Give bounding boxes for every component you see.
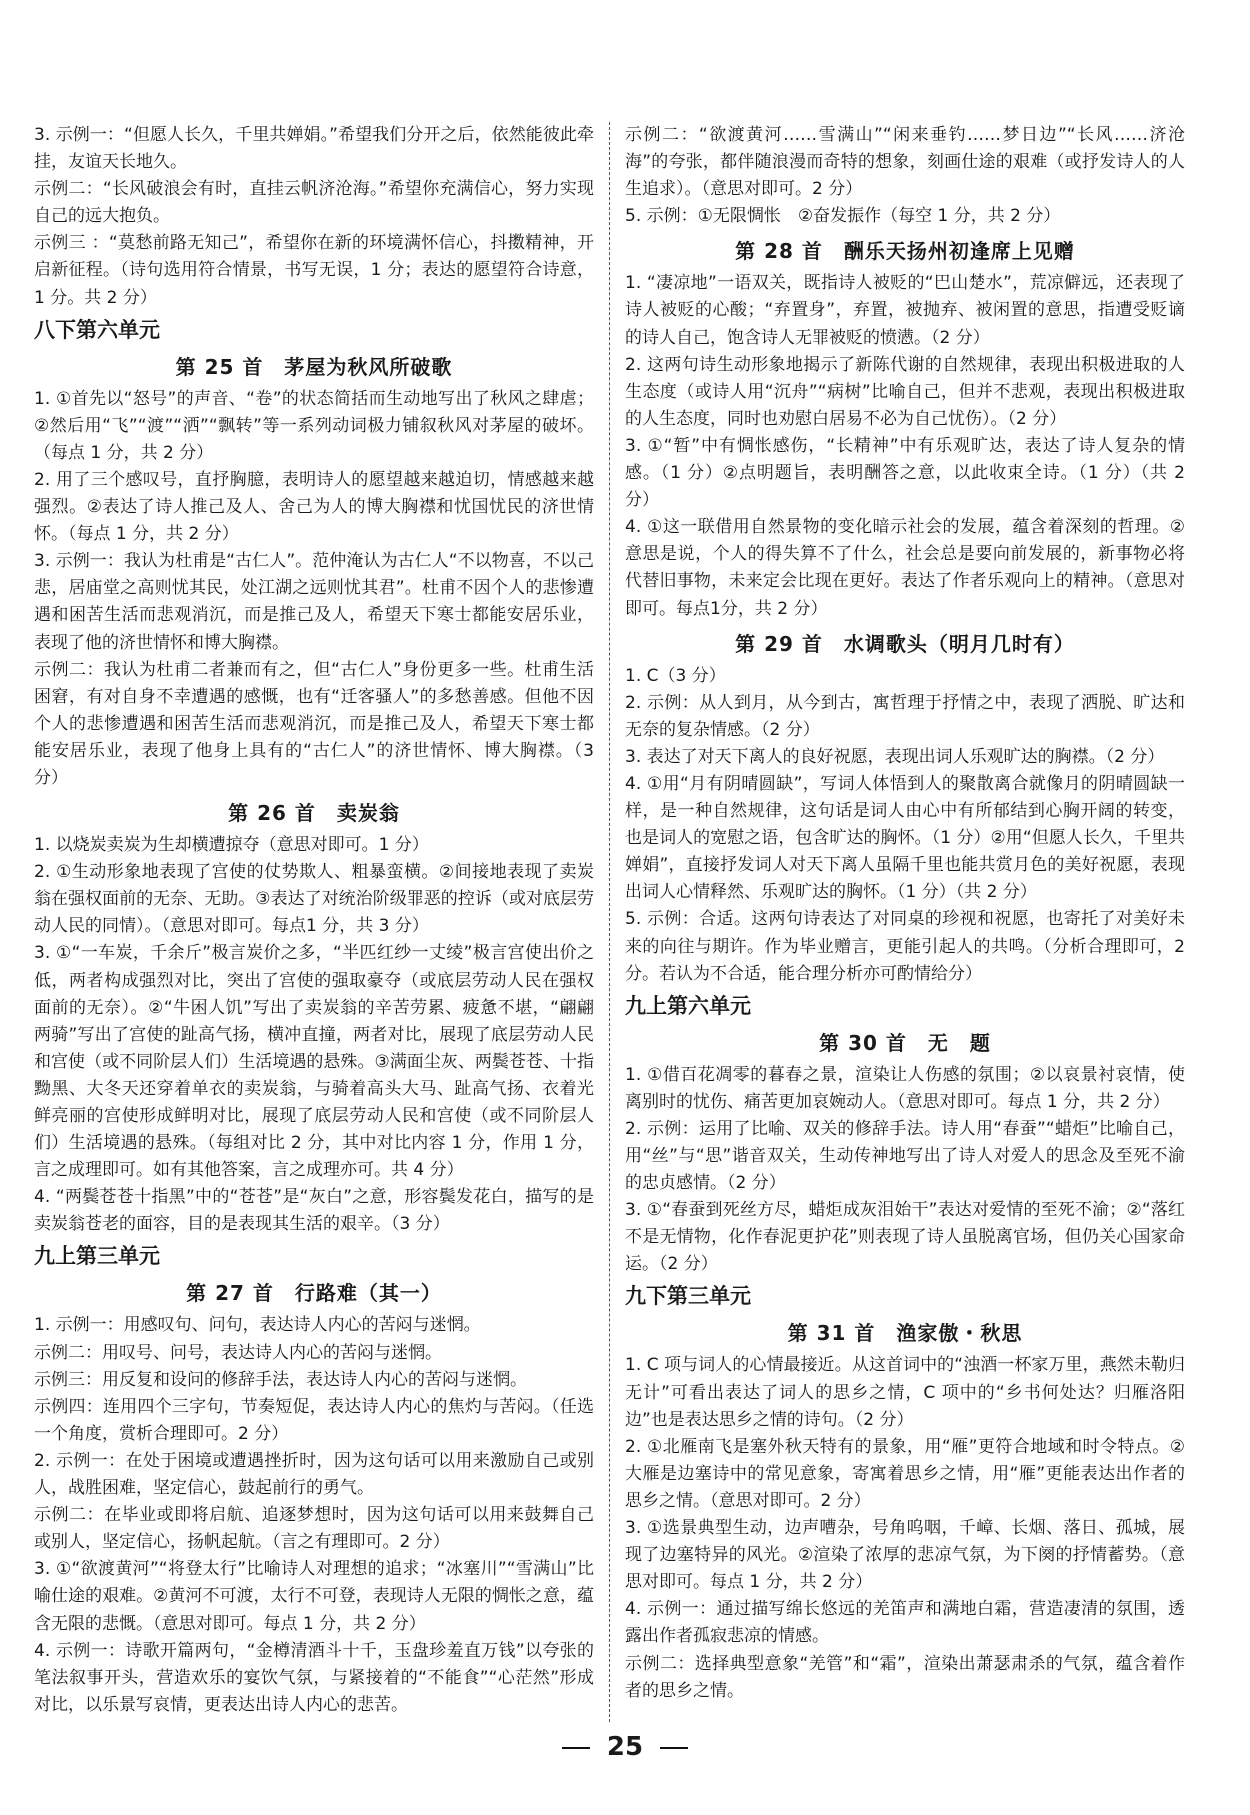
answer-paragraph: 3. ①“一车炭，千余斤”极言炭价之多，“半匹红纱一丈绫”极言宫使出价之低，两者构成强烈对比，突出了宫使的强取豪夺（或底层劳动人民在强权面前的无奈）。②“牛困人饥”写出了卖炭翁的辛苦劳累、疲惫不堪，“翩翩两骑”写出了宫使的趾高气扬，横冲直撞，两者对比，展现了底层劳动人民和宫使（或不同阶层人们）生活境遇的悬殊。③满面尘灰、两鬓苍苍、十指黝黑、大冬天还穿着单衣的卖炭翁，与骑着高头大马、趾高气扬、衣着光鲜亮丽的宫使形成鲜明对比，展现了底层劳动人民和宫使（或不同阶层人们）生活境遇的悬殊。（每组对比 2 分，其中对比内容 1 分，作用 1 分，言之成理即可。如有其他答案，言之成理亦可。共 4 分） bbox=[34, 943, 594, 1181]
unit-heading: 八下第六单元 bbox=[34, 317, 160, 342]
answer-paragraph: 5. 示例：①无限惆怅 ②奋发振作（每空 1 分，共 2 分） bbox=[625, 206, 1061, 227]
answer-paragraph: 1. C（3 分） bbox=[625, 665, 726, 686]
answer-paragraph: 3. 表达了对天下离人的良好祝愿，表现出词人乐观旷达的胸襟。（2 分） bbox=[625, 746, 1165, 767]
footer-dash-left bbox=[562, 1747, 590, 1749]
answer-paragraph: 2. ①生动形象地表现了宫使的仗势欺人、粗暴蛮横。②间接地表现了卖炭翁在强权面前的无奈、无助。③表达了对统治阶级罪恶的控诉（或对底层劳动人民的同情）。（意思对即可。每点1 分，共 3 分） bbox=[34, 862, 594, 937]
poem-heading: 第 31 首 渔家傲・秋思 bbox=[787, 1321, 1023, 1346]
answer-paragraph: 1. C 项与词人的心情最接近。从这首词中的“浊酒一杯家万里，燕然未勒归无计”可看出表达了词人的思乡之情，C 项中的“乡书何处达？归雁洛阳边”也是表达思乡之情的诗句。（2 分） bbox=[625, 1355, 1185, 1430]
answer-paragraph: 示例三 ：“莫愁前路无知己”，希望你在新的环境满怀信心，抖擞精神，开启新征程。（诗句选用符合情景，书写无误，1 分；表达的愿望符合诗意，1 分。共 2 分） bbox=[34, 233, 594, 308]
answer-paragraph: 2. 示例：从人到月，从今到古，寓哲理于抒情之中，表现了洒脱、旷达和无奈的复杂情感。（2 分） bbox=[625, 692, 1185, 740]
answer-paragraph: 2. 示例：运用了比喻、双关的修辞手法。诗人用“春蚕”“蜡炬”比喻自己，用“丝”与“思”谐音双关，生动传神地写出了诗人对爱人的思念及至死不渝的忠贞感情。（2 分） bbox=[625, 1118, 1185, 1194]
answer-paragraph: 2. 用了三个感叹号，直抒胸臆，表明诗人的愿望越来越迫切，情感越来越强烈。②表达了诗人推己及人、舍己为人的博大胸襟和忧国忧民的济世情怀。（每点 1 分，共 2 分） bbox=[34, 469, 594, 545]
answer-paragraph: 2. ①北雁南飞是塞外秋天特有的景象，用“雁”更符合地域和时令特点。②大雁是边塞诗中的常见意象，寄寓着思乡之情，用“雁”更能表达出作者的思乡之情。（意思对即可。2 分） bbox=[625, 1436, 1185, 1511]
answer-paragraph: 示例二：选择典型意象“羌管”和“霜”，渲染出萧瑟肃杀的气氛，蕴含着作者的思乡之情。 bbox=[625, 1653, 1185, 1701]
unit-heading: 九下第三单元 bbox=[625, 1284, 751, 1309]
answer-paragraph: 示例二：在毕业或即将启航、追逐梦想时，因为这句话可以用来鼓舞自己或别人，坚定信心，扬帆起航。（言之有理即可。2 分） bbox=[34, 1505, 594, 1553]
poem-heading: 第 27 首 行路难（其一） bbox=[186, 1281, 442, 1306]
answer-paragraph: 2. 这两句诗生动形象地揭示了新陈代谢的自然规律，表现出积极进取的人生态度（或诗人用“沉舟”“病树”比喻自己，但并不悲观，表现出积极进取的人生态度，同时也劝慰白居易不必为自己忧伤）。（2 分） bbox=[625, 354, 1185, 429]
column-divider bbox=[609, 122, 610, 1722]
unit-heading: 九上第三单元 bbox=[34, 1244, 160, 1269]
answer-paragraph: 3. ①选景典型生动，边声嘈杂，号角呜咽，千嶂、长烟、落日、孤城，展现了边塞特异的风光。②渲染了浓厚的悲凉气氛，为下阕的抒情蓄势。（意思对即可。每点 1 分，共 2 分） bbox=[625, 1518, 1185, 1593]
answer-paragraph: 1. ①首先以“怒号”的声音、“卷”的状态简括而生动地写出了秋风之肆虐；②然后用“飞”“渡”“洒”“飘转”等一系列动词极力铺叙秋风对茅屋的破坏。（每点 1 分，共 2 分） bbox=[34, 388, 594, 463]
answer-paragraph: 1. 示例一：用感叹句、问句，表达诗人内心的苦闷与迷惘。 bbox=[34, 1315, 481, 1336]
answer-paragraph: 示例二：“欲渡黄河……雪满山”“闲来垂钓……梦日边”“长风……济沧海”的夸张，都伴随浪漫而奇特的想象，刻画仕途的艰难（或抒发诗人的人生追求）。（意思对即可。2 分） bbox=[625, 125, 1185, 200]
left-column bbox=[34, 122, 594, 1719]
answer-paragraph: 5. 示例：合适。这两句诗表达了对同桌的珍视和祝愿，也寄托了对美好未来的向往与期许。作为毕业赠言，更能引起人的共鸣。（分析合理即可，2 分。若认为不合适，能合理分析亦可酌情给分） bbox=[625, 909, 1185, 984]
answer-paragraph: 2. 示例一：在处于困境或遭遇挫折时，因为这句话可以用来激励自己或别人，战胜困难，坚定信心，鼓起前行的勇气。 bbox=[34, 1450, 594, 1499]
answer-paragraph: 1. 以烧炭卖炭为生却横遭掠夺（意思对即可。1 分） bbox=[34, 835, 429, 856]
answer-paragraph: 3. 示例一：“但愿人长久，千里共婵娟。”希望我们分开之后，依然能彼此牵挂，友谊天长地久。 bbox=[34, 125, 594, 173]
page-number: 25 bbox=[606, 1732, 644, 1762]
answer-paragraph: 4. 示例一：通过描写绵长悠远的羌笛声和满地白霜，营造凄清的氛围，透露出作者孤寂悲凉的情感。 bbox=[625, 1599, 1185, 1647]
answer-paragraph: 3. ①“春蚕到死丝方尽，蜡炬成灰泪始干”表达对爱情的至死不渝；②“落红不是无情物，化作春泥更护花”则表现了诗人虽脱离官场，但仍关心国家命运。（2 分） bbox=[625, 1200, 1185, 1275]
page-footer bbox=[0, 1732, 1250, 1762]
answer-paragraph: 示例二：我认为杜甫二者兼而有之，但“古仁人”身份更多一些。杜甫生活困窘，有对自身不幸遭遇的感慨，也有“迁客骚人”的多愁善感。但他不因个人的悲惨遭遇和困苦生活而悲观消沉，而是推己及人，希望天下寒士都能安居乐业，表现了他身上具有的“古仁人”的济世情怀、博大胸襟。（3 分） bbox=[34, 659, 594, 788]
answer-paragraph: 1. ①借百花凋零的暮春之景，渲染让人伤感的氛围；②以哀景衬哀情，使离别时的忧伤、痛苦更加哀婉动人。（意思对即可。每点 1 分，共 2 分） bbox=[625, 1064, 1185, 1112]
poem-heading: 第 28 首 酬乐天扬州初逢席上见赠 bbox=[735, 239, 1075, 264]
answer-paragraph: 3. ①“欲渡黄河”“将登太行”比喻诗人对理想的追求；“冰塞川”“雪满山”比喻仕途的艰难。②黄河不可渡，太行不可登，表现诗人无限的惆怅之意，蕴含无限的悲慨。（意思对即可。每点 1 分，共 2 分） bbox=[34, 1559, 594, 1634]
answer-paragraph: 4. “两鬓苍苍十指黑”中的“苍苍”是“灰白”之意，形容鬓发花白，描写的是卖炭翁苍老的面容，目的是表现其生活的艰辛。（3 分） bbox=[34, 1187, 594, 1235]
answer-paragraph: 4. 示例一：诗歌开篇两句，“金樽清酒斗十千，玉盘珍羞直万钱”以夸张的笔法叙事开头，营造欢乐的宴饮气氛，与紧接着的“不能食”“心茫然”形成对比，以乐景写哀情，更表达出诗人内心的悲苦。 bbox=[34, 1640, 594, 1715]
answer-paragraph: 3. ①“暂”中有惆怅感伤，“长精神”中有乐观旷达，表达了诗人复杂的情感。（1 分）②点明题旨，表明酬答之意，以此收束全诗。（1 分）（共 2 分） bbox=[625, 435, 1185, 511]
poem-heading: 第 29 首 水调歌头（明月几时有） bbox=[735, 631, 1075, 656]
right-column bbox=[625, 122, 1185, 1705]
answer-paragraph: 示例四：连用四个三字句，节奏短促，表达诗人内心的焦灼与苦闷。（任选一个角度，赏析合理即可。2 分） bbox=[34, 1396, 594, 1444]
poem-heading: 第 25 首 茅屋为秋风所破歌 bbox=[175, 354, 453, 379]
answer-paragraph: 1. “凄凉地”一语双关，既指诗人被贬的“巴山楚水”，荒凉僻远，还表现了诗人被贬的心酸；“弃置身”，弃置，被抛弃、被闲置的意思，指遭受贬谪的诗人自己，饱含诗人无罪被贬的愤懑。（2 分） bbox=[625, 273, 1185, 348]
answer-paragraph: 3. 示例一：我认为杜甫是“古仁人”。范仲淹认为古仁人“不以物喜，不以己悲，居庙堂之高则忧其民，处江湖之远则忧其君”。杜甫不因个人的悲惨遭遇和困苦生活而悲观消沉，而是推己及人，希望天下寒士都能安居乐业，表现了他的济世情怀和博大胸襟。 bbox=[34, 551, 594, 653]
unit-heading: 九上第六单元 bbox=[625, 993, 751, 1018]
poem-heading: 第 30 首 无 题 bbox=[819, 1030, 991, 1055]
answer-paragraph: 示例二：“长风破浪会有时，直挂云帆济沧海。”希望你充满信心，努力实现自己的远大抱负。 bbox=[34, 179, 594, 227]
answer-paragraph: 示例三：用反复和设问的修辞手法，表达诗人内心的苦闷与迷惘。 bbox=[34, 1369, 527, 1390]
answer-paragraph: 4. ①用“月有阴晴圆缺”，写词人体悟到人的聚散离合就像月的阴晴圆缺一样，是一种自然规律，这句话是词人由心中有所郁结到心胸开阔的转变，也是词人的宽慰之语，包含旷达的胸怀。（1 分）②用“但愿人长久，千里共婵娟”，直接抒发词人对天下离人虽隔千里也能共赏月色的美好祝愿，表现出词人心情释然、乐观旷达的胸怀。（1 分）（共 2 分） bbox=[625, 773, 1185, 903]
footer-dash-right bbox=[660, 1747, 688, 1749]
poem-heading: 第 26 首 卖炭翁 bbox=[228, 801, 400, 826]
answer-paragraph: 4. ①这一联借用自然景物的变化暗示社会的发展，蕴含着深刻的哲理。②意思是说，个人的得失算不了什么，社会总是要向前发展的，新事物必将代替旧事物，未来定会比现在更好。表达了作者乐观向上的精神。（意思对即可。每点1分，共 2 分） bbox=[625, 517, 1185, 619]
answer-paragraph: 示例二：用叹号、问号，表达诗人内心的苦闷与迷惘。 bbox=[34, 1342, 442, 1363]
